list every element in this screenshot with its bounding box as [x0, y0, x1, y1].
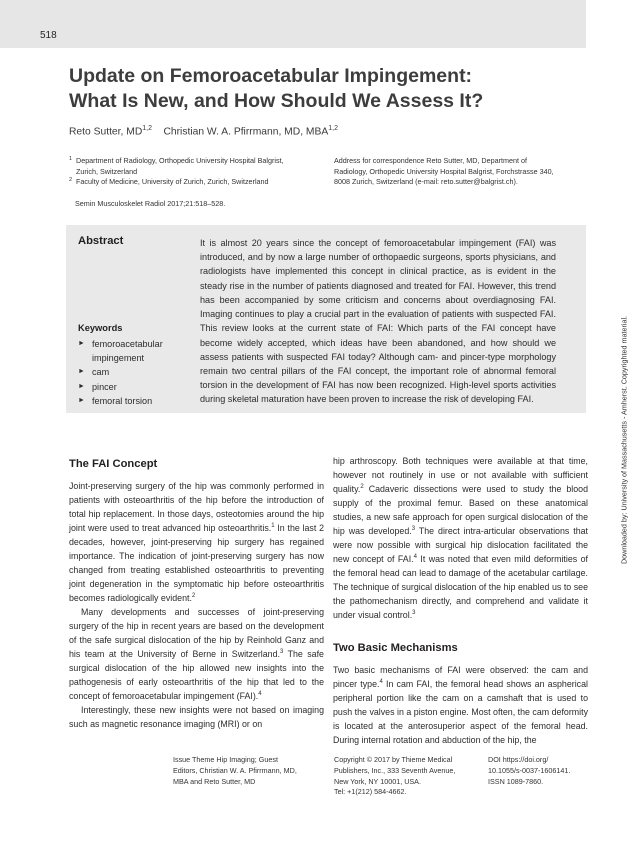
author-name: Reto Sutter, MD — [69, 126, 143, 138]
author-affiliation-ref: 1,2 — [328, 125, 338, 132]
title-line: Update on Femoroacetabular Impingement: — [69, 65, 473, 87]
keyword-item — [78, 337, 198, 365]
affiliation-line: Department of Radiology, Orthopedic University Hospital Balgrist, — [76, 156, 284, 165]
affiliations — [69, 156, 329, 188]
correspondence-address — [334, 156, 590, 188]
correspondence-line: 8008 Zurich, Switzerland (e-mail: reto.sutter@balgrist.ch). — [334, 177, 518, 186]
author-name: Christian W. A. Pfirrmann, MD, MBA — [163, 126, 329, 138]
keyword-text: cam — [92, 367, 110, 378]
body-column-left — [69, 455, 324, 731]
arrow-bullet-icon: ► — [78, 368, 85, 376]
affiliation-number: 1 — [69, 156, 73, 162]
footer-line: Copyright © 2017 by Thieme Medical — [334, 755, 453, 764]
affiliation-line: Faculty of Medicine, University of Zurich, Zurich, Switzerland — [76, 177, 269, 186]
footer-line: MBA and Reto Sutter, MD — [173, 776, 256, 786]
author-list — [69, 125, 338, 137]
keyword-item — [78, 394, 198, 408]
footer-line: Editors, Christian W. A. Pfirrmann, MD, — [173, 765, 297, 775]
abstract-text: It is almost 20 years since the concept of femoroacetabular impingement (FAI) was introduced, and by now a large number of orthopaedic surgeons, sports physicians, and radiologists have implemented this concept in clinical practice, as is evident in the steady rise in the number of patients diagnosed and treated for FAI. However, this trend has been accompanied by some criticism and concerns about overdiagnosing FAI. Imaging continues to play a crucial part in the evaluation of patients with suspected FAI. This review looks at the current state of FAI: Which parts of the FAI concept have become widely accepted, which ideas have been abandoned, and how should we assess patients with suspected FAI today? Although cam- and pincer-type morphology remain two central pillars of the FAI concept, the important role of abnormal femoral torsion in the development of FAI has now been recognized. High-level sports activities during skeletal maturation have been proven to increase the risk of developing FAI. — [200, 238, 556, 405]
arrow-bullet-icon: ► — [78, 340, 85, 347]
correspondence-line: Radiology, Orthopedic University Hospital Balgrist, Forchstrasse 340, — [334, 166, 554, 176]
correspondence-line: Address for correspondence Reto Sutter, MD, Department of — [334, 156, 527, 165]
affiliation-item — [69, 177, 329, 188]
footer-line: Issue Theme Hip Imaging; Guest — [173, 755, 278, 764]
keywords-heading: Keywords — [78, 323, 123, 333]
arrow-bullet-icon: ► — [78, 382, 85, 390]
keywords-list — [78, 337, 198, 408]
download-watermark: Downloaded by: University of Massachusetts - Amherst. Copyrighted material. — [619, 315, 629, 565]
keyword-text: femoroacetabular impingement — [92, 339, 163, 364]
body-paragraph: hip arthroscopy. Both techniques were available at that time, however not routinely in use or not available with sufficient quality.$^2$ Cadaveric dissections were used to study the blood supply of the proximal femur. Based on these anatomical studies, a new safe approach for open surgical dislocation of the hip was developed.$^3$ The direct intra-articular observations that were now possible with surgical hip dislocation facilitated the new concept of FAI.$^4$ It was noted that even mild deformities of the femoral head can lead to damage of the acetabular cartilage. The technique of surgical dislocation of the hip enabled us to see the pathomechanism directly, and comprehend and validate it under visual control.$^3$ — [333, 456, 589, 620]
footer-line: Publishers, Inc., 333 Seventh Avenue, — [334, 765, 456, 775]
footer-doi — [488, 755, 598, 787]
affiliation-item — [69, 156, 329, 177]
body-paragraph: Interestingly, these new insights were not based on imaging such as magnetic resonance imaging (MRI) or on — [69, 705, 324, 729]
body-paragraph: Joint-preserving surgery of the hip was commonly performed in patients with osteoarthritis of the hip before the introduction of total hip replacement. In those days, osteotomies around the hip joint were used to treat advanced hip osteoarthritis.$^1$ In the last 2 decades, however, joint-preserving hip surgery has regained importance. The indication of joint-preserving surgery has now changed from treating established osteoarthritis to preventing joint degeneration in the symptomatic hip before osteoarthritis becomes radiologically evident.$^2$ — [69, 481, 324, 603]
section-heading: Two Basic Mechanisms — [333, 642, 458, 654]
keyword-item — [78, 365, 198, 379]
footer-line: ISSN 1089-7860. — [488, 776, 544, 786]
body-column-right — [333, 454, 588, 747]
footer-line: New York, NY 10001, USA. — [334, 776, 421, 786]
doi-link[interactable]: 10.1055/s-0037-1606141. — [488, 765, 571, 775]
arrow-bullet-icon: ► — [78, 396, 85, 404]
footer-copyright — [334, 755, 484, 798]
page-number: 518 — [40, 30, 57, 41]
affiliation-line: Zurich, Switzerland — [76, 166, 138, 176]
keyword-text: pincer — [92, 381, 117, 392]
section-heading: The FAI Concept — [69, 458, 158, 470]
body-paragraph: Many developments and successes of joint-preserving surgery of the hip in recent years are based on the development of the safe surgical dislocation of the hip by Reinhold Ganz and his team at the University of Berne in Switzerland.$^3$ The safe surgical dislocation of the hip allowed new insights into the pathogenesis of early osteoarthritis of the hip that led to the concept of femoroacetabular impingement (FAI).$^4$ — [69, 607, 324, 701]
footer-issue-info — [173, 755, 323, 787]
body-paragraph: Two basic mechanisms of FAI were observed: the cam and pincer type.$^4$ In cam FAI, the femoral head shows an aspherical peripheral portion like the cam on a camshaft that is used to push the valves in a piston engine. Most often, the cam deformity is located at the anterosuperior aspect of the femoral head. During internal rotation and abduction of the hip, the — [333, 665, 588, 745]
article-title — [69, 64, 589, 114]
title-line: What Is New, and How Should We Assess It? — [69, 90, 484, 112]
footer-line: Tel: +1(212) 584-4662. — [334, 787, 407, 797]
abstract-heading: Abstract — [78, 235, 124, 247]
keyword-text: femoral torsion — [92, 395, 153, 406]
page-header-bar — [0, 0, 586, 48]
doi-link[interactable]: DOI https://doi.org/ — [488, 755, 549, 764]
journal-citation: Semin Musculoskelet Radiol 2017;21:518–528. — [75, 199, 226, 208]
keyword-item — [78, 380, 198, 394]
affiliation-number: 2 — [69, 177, 73, 183]
author-affiliation-ref: 1,2 — [142, 125, 152, 132]
